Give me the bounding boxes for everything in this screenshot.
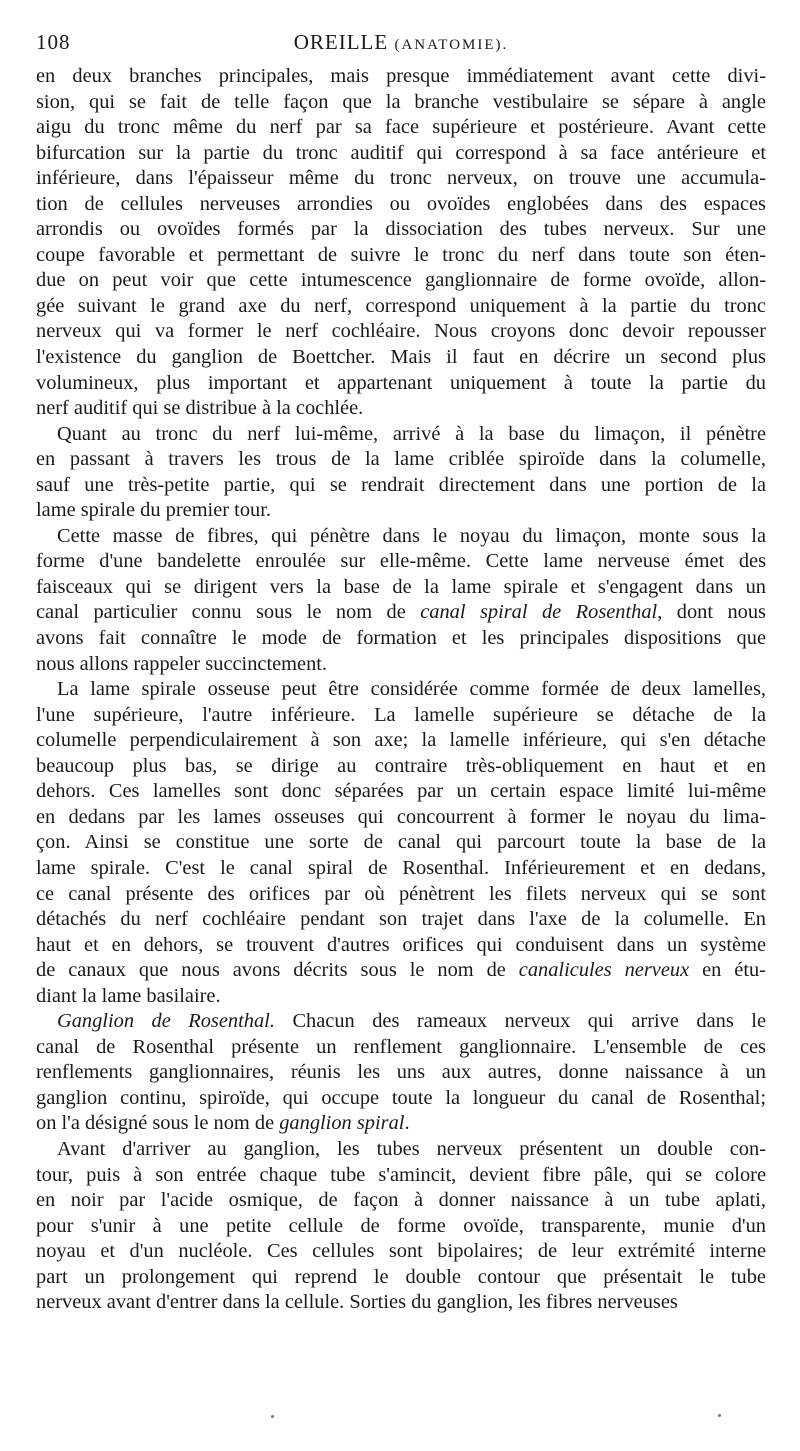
text-segment: coupe favorable et permettant de suivre le tronc du nerf dans toute son éten- <box>36 243 766 266</box>
text-segment: dehors. Ces lamelles sont donc séparées par un certain espace limité lui-même <box>36 780 766 803</box>
text-segment: canal particulier connu sous le nom de <box>36 601 421 624</box>
text-segment: beaucoup plus bas, se dirige au contraire très-obliquement en haut et en <box>36 754 766 777</box>
text-line <box>36 294 766 320</box>
footer-dot <box>271 1415 274 1418</box>
text-segment: inférieure, dans l'épaisseur même du tronc nerveux, on trouve une accumula- <box>36 167 766 190</box>
text-segment: nerveux avant d'entrer dans la cellule. Sorties du ganglion, les fibres nerveuses <box>36 1291 678 1314</box>
text-line <box>36 1111 766 1137</box>
text-line <box>36 90 766 116</box>
text-line <box>36 1290 766 1316</box>
text-line <box>36 319 766 345</box>
text-segment: ganglion continu, spiroïde, qui occupe toute la longueur du canal de Rosenthal; <box>36 1086 766 1109</box>
text-segment: columelle perpendiculairement à son axe; la lamelle inférieure, qui s'en détache <box>36 729 766 752</box>
text-line <box>36 447 766 473</box>
page-number: 108 <box>36 30 71 54</box>
paragraph <box>36 677 766 1009</box>
italic-term: Ganglion de Rosenthal. <box>57 1010 275 1033</box>
text-line <box>36 830 766 856</box>
text-segment: nous allons rappeler succinctement. <box>36 652 328 675</box>
text-segment: La lame spirale osseuse peut être considérée comme formée de deux lamelles, <box>57 678 766 701</box>
text-segment: gée suivant le grand axe du nerf, correspond uniquement à la partie du tronc <box>36 294 766 317</box>
text-line <box>36 652 766 678</box>
text-segment: Cette masse de fibres, qui pénètre dans le noyau du limaçon, monte sous la <box>57 524 766 547</box>
text-line <box>36 192 766 218</box>
text-line <box>36 396 766 422</box>
text-segment: faisceaux qui se dirigent vers la base de la lame spirale et s'engagent dans un <box>36 575 766 598</box>
italic-term: canalicules nerveux <box>518 959 690 982</box>
text-line <box>36 115 766 141</box>
text-line <box>36 473 766 499</box>
text-segment: on l'a désigné sous le nom de <box>36 1112 280 1135</box>
text-line <box>36 549 766 575</box>
italic-term: ganglion spiral <box>279 1112 405 1135</box>
text-segment: renflements ganglionnaires, réunis les uns aux autres, donne naissance à un <box>36 1061 766 1084</box>
text-line <box>36 1009 766 1035</box>
text-segment: volumineux, plus important et appartenant uniquement à toute la partie du <box>36 371 766 394</box>
text-segment: due on peut voir que cette intumescence ganglionnaire de forme ovoïde, allon- <box>36 269 766 292</box>
text-line <box>36 882 766 908</box>
text-line <box>36 422 766 448</box>
italic-term: canal spiral de Rosenthal <box>420 601 658 624</box>
text-line <box>36 166 766 192</box>
text-segment: aigu du tronc même du nerf par sa face supérieure et postérieure. Avant cette <box>36 116 766 139</box>
text-line <box>36 703 766 729</box>
text-line <box>36 856 766 882</box>
text-segment: , dont nous <box>657 601 766 624</box>
text-segment: en noir par l'acide osmique, de façon à donner naissance à un tube aplati, <box>36 1189 766 1212</box>
document-page <box>36 26 766 1316</box>
text-line <box>36 933 766 959</box>
body-text <box>36 64 766 1316</box>
text-segment: sauf une très-petite partie, qui se rendrait directement dans une portion de la <box>36 473 766 496</box>
text-line <box>36 345 766 371</box>
page-header <box>36 26 766 60</box>
paragraph <box>36 422 766 524</box>
text-segment: nerf auditif qui se distribue à la cochlée. <box>36 397 364 420</box>
text-line <box>36 728 766 754</box>
text-segment: Quant au tronc du nerf lui-même, arrivé à la base du limaçon, il pénètre <box>57 422 766 445</box>
text-segment: en dedans par les lames osseuses qui concourrent à former le noyau du lima- <box>36 805 766 828</box>
text-line <box>36 1214 766 1240</box>
text-segment: nerveux qui va former le nerf cochléaire. Nous croyons donc devoir repousser <box>36 320 766 343</box>
text-line <box>36 984 766 1010</box>
text-segment: canal de Rosenthal présente un renflement ganglionnaire. L'ensemble de ces <box>36 1035 766 1058</box>
text-line <box>36 626 766 652</box>
text-segment: ce canal présente des orifices par où pénètrent les filets nerveux qui se sont <box>36 882 766 905</box>
paragraph <box>36 1009 766 1137</box>
text-segment: Chacun des rameaux nerveux qui arrive dans le <box>274 1010 766 1033</box>
text-segment: lame spirale du premier tour. <box>36 499 271 522</box>
text-segment: arrondis ou ovoïdes formés par la dissociation des tubes nerveux. Sur une <box>36 218 766 241</box>
text-line <box>36 677 766 703</box>
paragraph <box>36 1137 766 1316</box>
text-segment: sion, qui se fait de telle façon que la branche vestibulaire se sépare à angle <box>36 90 766 113</box>
text-segment: diant la lame basilaire. <box>36 984 221 1007</box>
paragraph <box>36 524 766 677</box>
text-segment: en passant à travers les trous de la lame criblée spiroïde dans la columelle, <box>36 448 766 471</box>
text-segment: l'existence du ganglion de Boettcher. Mais il faut en décrire un second plus <box>36 346 766 369</box>
text-line <box>36 268 766 294</box>
text-line <box>36 805 766 831</box>
text-segment: en deux branches principales, mais presque immédiatement avant cette divi- <box>36 65 766 87</box>
text-segment: avons fait connaître le mode de formation et les principales dispositions que <box>36 627 766 650</box>
text-segment: haut et en dehors, se trouvent d'autres orifices qui conduisent dans un système <box>36 933 766 956</box>
footer-dot <box>718 1414 721 1417</box>
text-line <box>36 1137 766 1163</box>
text-segment: part un prolongement qui reprend le double contour que présentait le tube <box>36 1265 766 1288</box>
text-line <box>36 1265 766 1291</box>
text-line <box>36 524 766 550</box>
text-line <box>36 958 766 984</box>
text-segment: tion de cellules nerveuses arrondies ou ovoïdes englobées dans des espaces <box>36 192 766 215</box>
text-line <box>36 1035 766 1061</box>
text-line <box>36 371 766 397</box>
text-line <box>36 243 766 269</box>
text-line <box>36 141 766 167</box>
text-line <box>36 754 766 780</box>
text-line <box>36 1188 766 1214</box>
text-line <box>36 64 766 90</box>
footer-marks <box>0 1412 800 1422</box>
text-segment: noyau et d'un nucléole. Ces cellules sont bipolaires; de leur extrémité interne <box>36 1240 766 1263</box>
text-line <box>36 1239 766 1265</box>
paragraph <box>36 64 766 422</box>
text-segment: çon. Ainsi se constitue une sorte de canal qui parcourt toute la base de la <box>36 831 766 854</box>
running-head-subtitle: (ANATOMIE). <box>394 37 509 53</box>
text-segment: forme d'une bandelette enroulée sur elle-même. Cette lame nerveuse émet des <box>36 550 766 573</box>
text-line <box>36 575 766 601</box>
running-head-title: OREILLE <box>293 30 389 54</box>
text-segment: en étu- <box>689 959 766 982</box>
text-segment: pour s'unir à une petite cellule de forme ovoïde, transparente, munie d'un <box>36 1214 766 1237</box>
text-segment: tour, puis à son entrée chaque tube s'amincit, devient fibre pâle, qui se colore <box>36 1163 766 1186</box>
running-head <box>36 30 766 55</box>
text-segment: bifurcation sur la partie du tronc auditif qui correspond à sa face antérieure et <box>36 141 766 164</box>
text-segment: l'une supérieure, l'autre inférieure. La lamelle supérieure se détache de la <box>36 703 766 726</box>
text-segment: détachés du nerf cochléaire pendant son trajet dans l'axe de la columelle. En <box>36 908 766 931</box>
text-line <box>36 217 766 243</box>
text-segment: lame spirale. C'est le canal spiral de Rosenthal. Inférieurement et en dedans, <box>36 856 766 879</box>
text-line <box>36 498 766 524</box>
text-line <box>36 907 766 933</box>
text-line <box>36 600 766 626</box>
text-segment: de canaux que nous avons décrits sous le nom de <box>36 959 519 982</box>
text-line <box>36 779 766 805</box>
text-line <box>36 1163 766 1189</box>
text-segment: . <box>404 1112 410 1135</box>
text-line <box>36 1086 766 1112</box>
text-line <box>36 1060 766 1086</box>
text-segment: Avant d'arriver au ganglion, les tubes nerveux présentent un double con- <box>57 1137 766 1160</box>
